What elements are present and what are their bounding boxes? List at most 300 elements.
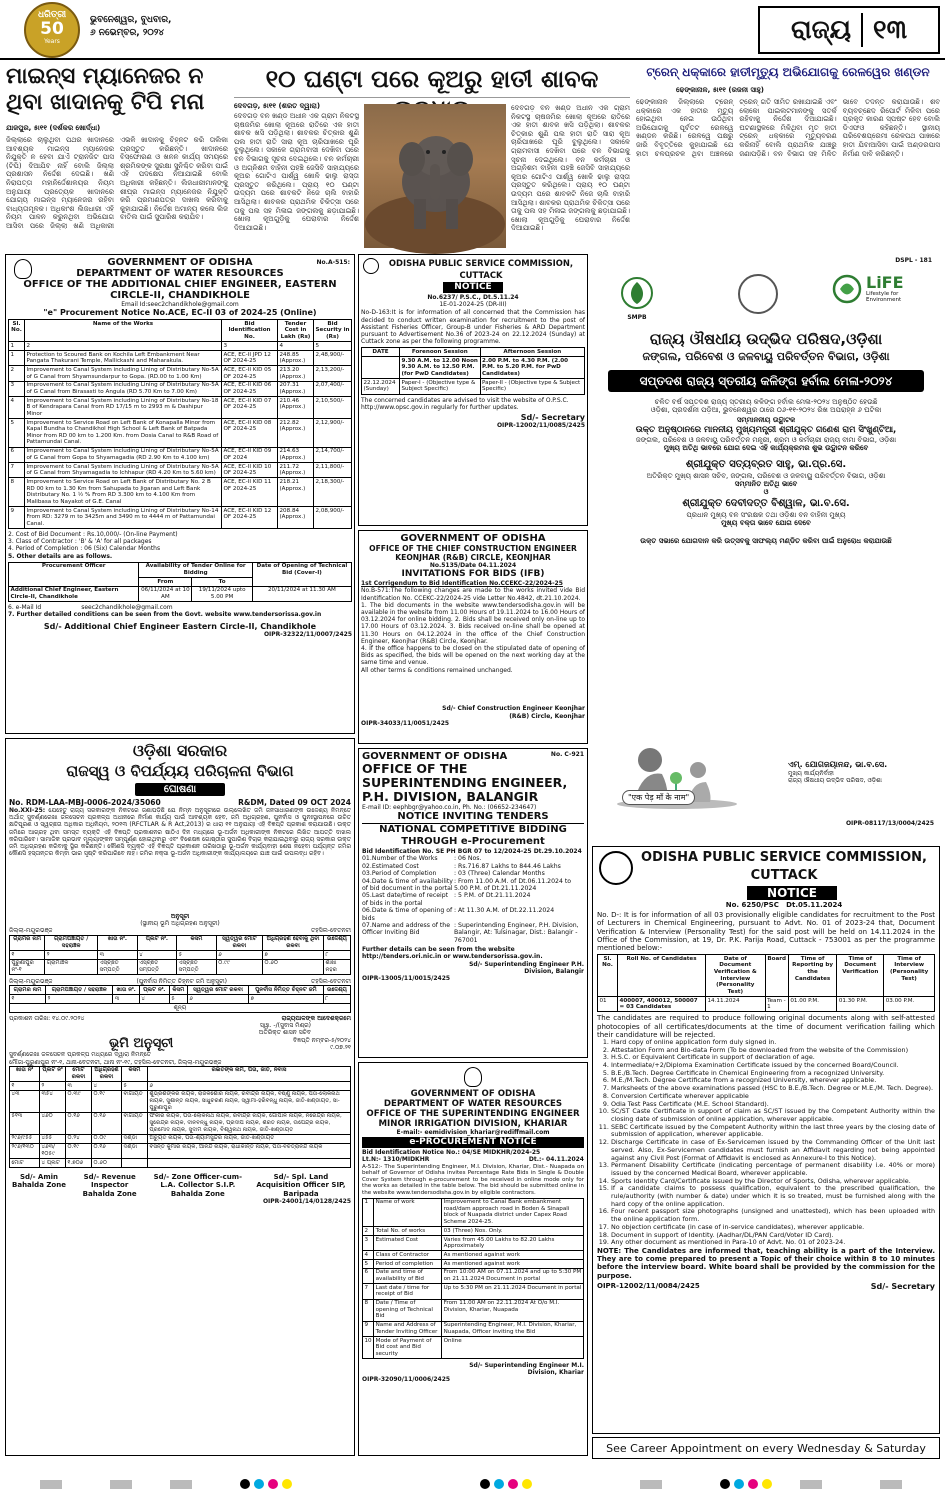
cell: 3 [9,381,25,396]
headline: ମାଇନ୍ସ ମ୍ୟାନେଜର ନ ଥିବା ଖାଦାନକୁ ଟିପି ମନା [6,64,205,115]
idx-cell: 4 [278,342,314,351]
logo-text: ଧରିତ୍ରୀ [37,10,67,20]
article-body: ଢେଙ୍କାନାଳ ଜିଲ୍ଲାରେ ଟ୍ରେନ୍ ଧକ୍କାରେ ଏକ ହାତୀର ମୃତ୍ୟୁ ହୋଇଥିବା ନେଇ ଉଠିଥିବା ଅଭିଯୋଗକୁ ପୂର୍ବତଟ ରେଳୱେ ଖଣ୍ଡନ କରିଛି। ରେଳୱେ ପକ୍ଷରୁ ଜାରି ବିବୃତ୍ତିରେ କୁହାଯାଇଛି ଯେ ହାତୀ ଚଳପ୍ରଚଳ ଥିବା ଅଞ୍ଚଳରେ ଟ୍ରେନ୍ ଗତି ସୀମିତ ରଖାଯାଇଛି ଏବଂ ଲୋକୋ ପାଇଲଟମାନଙ୍କୁ ସତର୍କ ରହିବାକୁ ନିର୍ଦ୍ଦେଶ ଦିଆଯାଇଛି। ଘଟଣାସ୍ଥଳରେ ମିଳିଥିବା ମୃତ ହାତୀ ଟ୍ରେନ୍ ଧକ୍କାରେ ମୃତ୍ୟୁବରଣ କରିନାହିଁ ବୋଲି ପ୍ରାଥମିକ ଯାଞ୍ଚରୁ ଜଣାପଡ଼ିଛି। ବନ ବିଭାଗ ସହ ମିଳିତ ଭାବେ ତଦନ୍ତ କରାଯାଉଛି। ଶବ ବ୍ୟବଚ୍ଛେଦ ରିପୋର୍ଟ ମିଳିବା ପରେ ପ୍ରକୃତ କାରଣ ସ୍ପଷ୍ଟ ହେବ ବୋଲି ଡିଏଫଓ କହିଛନ୍ତି। ସ୍ଥାନୀୟ ପରିବେଶପ୍ରେମୀ ରେଳପଥ ପାଖରେ ହାତୀ ଯିବାଆସିବା ପାଇଁ ଅଣ୍ଡରପାସ ନିର୍ମାଣ ଦାବି କରିଛନ୍ତି। [636,98,940,158]
leaf-icon [620,276,654,310]
cell: ୦.୬୦ [263,959,324,974]
cell: ACE, EC-II KID 10 OF 2024-25 [222,462,278,477]
cell: Protection to Scoured Bank on Kochila Left Embankment Near Pangata Thakurani Temple, Mallickashi and Maharakula. [25,350,222,365]
number-row [9,798,351,807]
list-item [362,892,584,907]
table-row [363,1198,584,1227]
sign: Sd/- Revenue Inspector Bahalda Zone [82,1172,137,1198]
guest1: ଶ୍ରୀଯୁକ୍ତ ସତ୍ୟବ୍ରତ ସାହୁ, ଭା.ପ୍ର.ସେ. [685,459,847,471]
th: କିସମ [177,935,217,950]
gov-title: GOVERNMENT OF ODISHA [400,533,546,544]
article-railway [636,64,940,250]
ad-keonjhar-ifb [358,530,588,744]
gray-swatch [40,1480,62,1489]
table-row [10,1112,351,1134]
body: No.B-571:The following changes are made to the works invited vide Bid Identification No. CCEKC-22/2024-25 vide Letter No.4842, dt.21.10.2024. 1. The bid documents in the website www.tendersodisha.gov.in will be available in the website from 11.00 Hours of 19.11.2024 to 16.00 Hours of 03.12.2024 for online bidding. 2. Bids shall be received only on-line up to 17.00 Hours of 03.12.2024. 3. Bids received on-line shall be opened at 11.30 Hours on 04.12.2024 in the office of the Chief Construction Engineer, Keonjhar (R&B) Circle, Keonjhar. 4. If the office happens to be closed on the stipulated date of opening of Bids as specified, the bids will be opened on the next working day at the same time and venue. All other terms & conditions remained unchanged. [361,587,585,674]
list-item: 2. Attestation Form and Bio-data Form (To be downloaded from the website of the Commission) [611,1047,935,1055]
guest1-sub: ଅତିରିକ୍ତ ମୁଖ୍ୟ ଶାସନ ସଚିବ, ଜଙ୍ଗଲ, ପରିବେଶ ଓ ଜଳବାୟୁ ପରିବର୍ତ୍ତନ ବିଭାଗ, ଓଡ଼ିଶା [646,472,886,481]
line: ଓଡ଼ିଶା, ପ୍ରଦର୍ଶନୀ ପଡ଼ିଆ, ଭୁବନେଶ୍ୱର ଠାରେ ୦୬-୧୧-୨୦୨୪ ରିଖ ଅପରାହ୍ନ ୬ ଘଟିକା [650,406,882,415]
th: ପ୍ଲଟ ନଂ [40,1066,66,1081]
item-key: 05.Last date/time of receipt of bids in the portal [362,892,449,907]
list-item [362,907,584,922]
cell: 208.84 (Approx.) [278,506,314,528]
sign-row [9,1173,351,1199]
title: ODISHA PUBLIC SERVICE COMMISSION, CUTTACK [388,258,574,280]
color-registration-bar [0,1476,945,1494]
line: ସମ୍ମାନନୀୟ ଉଦ୍ଘାଟକ [736,416,796,425]
cell: 03 (Three) Nos. Only. [442,1227,584,1236]
guest2: ଶ୍ରୀଯୁକ୍ତ ଦେବୀଦତ୍ତ ବିଶ୍ୱାଳ, ଭା.ବ.ସେ. [682,497,850,509]
cell: 3 [363,1235,374,1250]
notif-date: ୯.୦୭.୨୧ [330,1044,351,1052]
th-afternoon: Afternoon Session [480,348,584,357]
list-item: 8. Conversion Certificate wherever applicable [611,1093,935,1101]
further-line: 7. Further detailed conditions can be seen from the Govt. website www.tendersorissa.gov.in [8,611,322,619]
th: ଗ୍ରାମର ନାମ [10,986,46,995]
opsc-emblem [363,258,379,274]
table-row [9,447,352,462]
article-mines [6,64,228,250]
tree-caption: "एक पेड़ माँ के नाम" [622,790,695,805]
cell: 22.12.2024 (Sunday) [362,379,400,394]
cell: Date and time of availability of Bid [374,1268,442,1283]
item-key: 06.Date & time of opening of bids [362,907,453,922]
th: ଗ୍ରାମପଞ୍ଚାୟତ / ସହରାଞ୍ଚଳ [45,935,98,950]
sign: Sd/- Amin Bahalda Zone [12,1172,66,1190]
cell: ୦.୩୯ [66,1090,92,1112]
cell: From 11.00 AM on 22.11.2024 At O/o M.I. Division, Khariar, Nuapada [442,1299,584,1321]
cell: Paper-I - (Objective type & Subject Specific) [400,379,481,394]
signature: Sd/- Secretary [520,412,585,422]
idx: ୮ [323,950,350,959]
cell: Improvement to Canal System including Lining of Distributary No-5A of G Canal from Shyamagadia to Ichhapur (RD 4.20 Km to 5.60 km) [25,462,222,477]
district-row-2 [9,978,351,985]
ref-no: No.A-515: [316,259,350,266]
ad-herbal-fair [592,254,940,834]
cell: Improvement to Canal System including Lining of Distributary No-5A of G Canal from Gopa to Shyamagadia (RD 2.90 Km to 4.100 km) [25,447,222,462]
cell: Date / Time of opening of Technical Bid [374,1299,442,1321]
cell: 4 [9,397,25,419]
cell: Improvement to Canal System including Lining of Distributary No-5A of G Canal from Birasasti to Angula (RD 5.70 Km to 7.00 Km) [25,381,222,396]
guest2-role: ମୁଖ୍ୟ ବକ୍ତା ଭାବେ ଯୋଗ ଦେବେ [721,518,811,527]
cell: Name and Address of Tender Inviting Officer [374,1321,442,1336]
ad-opsc-notice-1 [358,254,588,526]
cell: 211.72 (Approx.) [278,462,314,477]
gov-order: ରାଜ୍ୟପାଳଙ୍କ ଆଦେଶକ୍ରମେ [281,1014,351,1022]
signature: Sd/- Superintending Engineer M.I. Division, Khariar [469,1361,584,1377]
list-item: 18. Document in support of Identity. (Aadhar/DL/PAN Card/Voter ID Card). [611,1232,935,1240]
th-bid: Bid Identification No. [222,320,278,342]
cell: 03.00 P.M. [884,996,935,1011]
cell: ୦.୧୬ [92,1112,122,1134]
cell: 1 [9,350,25,365]
item-list [362,855,584,944]
ink-dot [734,1479,744,1489]
office-title: OFFICE OF THE SUPERINTENDING ENGINEER, P.H. DIVISION, BALANGIR [362,761,568,804]
cell: 5 [363,1260,374,1269]
signer-org: ରାଜ୍ୟ ଔଷଧୀୟ ଉଦ୍ଭିଦ ପରିଷଦ, ଓଡ଼ିଶା [788,777,882,785]
th-date: DATE [362,348,400,357]
notice-title: NOTICE INVITING TENDERS [362,811,584,824]
letter-no: Lt.N:- 1310/MIDKHR [362,1156,430,1164]
cell: Improvement to Canal Bank embankment road/dam approach road in Boden & Sinapali block of Nuapada district under Capex Road Scheme 2024-25. [442,1198,584,1227]
th-officer: Procurement Officer [9,562,139,586]
cell: ACE, EC-II KID 11 OF 2024-25 [222,478,278,507]
cell: 2,18,300/- [314,478,352,507]
ad-khariar-eprocurement [358,1062,588,1456]
cell: 4 [363,1251,374,1260]
cell: 01.30 P.M. [837,996,884,1011]
notice-no: No. RDM-LAA-MBJ-0006-2024/35060 [9,798,161,807]
sd-name: ସ୍ୱା. -/(ସୁବାସ ମିଶ୍ର) [259,1021,311,1029]
cell: ACE, EC-II JPD 12 OF 2024-25 [222,350,278,365]
guest-role: ସମ୍ମାନିତ ଅତିଥି ଭାବେ [734,480,798,489]
sign: Sd/- Spl. Land Acquisition Officer SIP, Baripada [256,1172,346,1198]
condition: 2. Cost of Bid Document : Rs.10,000/- (On-line Payment) [8,530,178,538]
idx: ୬ [187,995,248,1004]
cell: ୦.୧୬ [92,1143,122,1158]
works-table [8,319,352,529]
masthead [0,0,945,60]
schedule-table-2 [9,985,351,1012]
email: E-mail:- eemidivision_khariar@rediffmail.com [396,1129,550,1136]
cell: ACE, EC-II KID 07 OF 2024-25 [222,397,278,419]
idx: ୪ [92,1082,122,1091]
mouza-line: ମୌଜା-ପୁରୁଣାପୁର ନଂ-୧, ଥାନା-ବେତନଟୀ, ଥାନା ନଂ-୧୯, ତହସିଲ-ବେତନଟୀ, ଜିଲ୍ଲା-ମୟୂରଭଞ୍ଜ [9,1058,222,1066]
cell: 6 [363,1268,374,1283]
band: e-PROCUREMENT NOTICE [362,1137,584,1148]
th: ଖାତା ନଂ [10,1066,40,1081]
cell: 10 [363,1336,374,1358]
odisha-emblem [464,1067,482,1087]
oipr-no: OIPR-32090/11/0006/2425 [362,1376,451,1384]
ink-dot [720,1479,730,1489]
cell: Superintending Engineer, M.I. Division, Khariar, Nuapada, Officer inviting the Bid [442,1321,584,1336]
schedule-table-1 [9,935,351,976]
ncb-title: NATIONAL COMPETITIVE BIDDING [379,824,567,836]
condition: 4. Period of Completion : 06 (Six) Calendar Months [8,545,161,553]
logo-years: 50 [40,19,64,39]
cell: ACE, EC-II KID 08 OF 2024-25 [222,419,278,448]
idx: ୮ [323,995,350,1004]
idx: ୨ [40,1082,66,1091]
article-body-right: ଦେବଗଡ଼ ବନ ଖଣ୍ଡ ଅଧୀନ ଏକ ଗ୍ରାମ ନିକଟସ୍ଥ ଚାଷଜମିର ଖୋଲା କୂଅରେ ରାତିରେ ଏକ ହାତୀ ଶାବକ ଖସି ପଡ଼ିଥିଲା। ଶାବକର ଚିତ୍କାର ଶୁଣି ପଲ ହାତୀ ରାତି ସାରା କୂଅ ଚାରିପାଖରେ ଘୂରି ବୁଲୁଥିଲେ। ସକାଳେ ଗ୍ରାମବାସୀ ଦେଖିବା ପରେ ବନ ବିଭାଗକୁ ସୂଚନା ଦେଇଥିଲେ। ବନ କର୍ମଚାରୀ ଓ ଅଗ୍ନିଶମ ବାହିନୀ ପହଞ୍ଚି ଜେସିବି ସାହାଯ୍ୟରେ କୂଅର ଗୋଟିଏ ପାର୍ଶ୍ୱ ଖୋଳି ଢାଲୁ ରାସ୍ତା ପ୍ରସ୍ତୁତ କରିଥିଲେ। ପ୍ରାୟ ୧୦ ଘଣ୍ଟା ଉଦ୍ୟମ ପରେ ଶାବକଟି ନିଜେ ଚାଲି ବାହାରି ଆସିଥିଲା। ଶାବକର ପ୍ରାଥମିକ ଚିକିତ୍ସା ପରେ ତାକୁ ପଲ ସହ ମିଳାଇ ଜଙ୍ଗଲକୁ ଛଡ଼ାଯାଇଛି। ଖୋଲା କୂଅଗୁଡ଼ିକୁ ଘେରାବାର ନିର୍ଦ୍ଦେଶ ଦିଆଯାଇଛି। [511,104,630,233]
sub-line: ସୁବର୍ଣ୍ଣରେଖା ଜଳସେଚନ ପ୍ରକଳ୍ପ ମଧ୍ୟରେ ଦ୍ୱାରା ନିମନ୍ତେ [9,1051,151,1059]
condition: 3. Class of Contractor : 'B' & 'A' for all packages [8,538,152,546]
th-from: From [139,578,192,587]
cell [148,1158,351,1167]
cell: 218.21 (Approx.) [278,478,314,507]
item-value: : At 11.30 A.M. of Dt.22.11.2024 [454,907,555,915]
th: Roll No. of Candidates [618,955,706,997]
smpb-logo [620,276,654,321]
life-label: LiFE [866,272,904,292]
th-name: Name of the Works [25,320,222,342]
section-title: ରାଜ୍ୟ [790,14,852,45]
ad-balangir-nit [358,748,588,1058]
cell: Period of completion [374,1260,442,1269]
title: ODISHA PUBLIC SERVICE COMMISSION, CUTTACK [641,850,927,883]
ink-dot [240,1479,250,1489]
list-item: 17. No objection certificate (in case of in-service candidates), wherever applicable. [611,1224,935,1232]
oipr-no: OIPR-12002/11/0085/2425 [496,421,585,429]
table-row [9,397,352,419]
th: କିସମ [169,986,187,995]
oipr-no: OIPR-13005/11/0015/2425 [362,975,451,983]
idx: ୧ [10,995,46,1004]
list-item [362,878,584,893]
notif-no: ବିଜ୍ଞପ୍ତି ନମ୍ବର-୫/୨୦୨୪ [293,1036,351,1044]
dateline: ଭୁବନେଶ୍ୱର, ବୁଧବାର, ୬ ନଭେମ୍ବର, ୨୦୨୪ [90,15,172,38]
article-body: ଜିଲ୍ଲାରେ ଚାଲୁଥିବା ପଥର ଖାଦାନରେ ଆବଶ୍ୟକ ମାଇନ୍ସ ମ୍ୟାନେଜର ନିଯୁକ୍ତି ନ ହେବା ଯାଏଁ ଟ୍ରାନଜିଟ ପାସ (ଟିପି) ଦିଆଯିବ ନାହିଁ ବୋଲି ଜିଲ୍ଲା ପ୍ରଶାସନ ନିର୍ଦ୍ଦେଶ ଦେଇଛି। ଖଣି ନିରାପତ୍ତା ମହାନିର୍ଦ୍ଦେଶାଳୟର ନିୟମ ଅନୁଯାୟୀ ପ୍ରତ୍ୟେକ ଖାଦାନରେ ଯୋଗ୍ୟ ମାଇନ୍ସ ମ୍ୟାନେଜର ରହିବା ବାଧ୍ୟତାମୂଳକ। ଅଧିକାଂଶ ଲିଜଧାରୀ ଏହି ନିୟମ ପାଳନ କରୁନଥିବା ଅଭିଯୋଗ ଆସିବା ପରେ ଜିଲ୍ଲା ଖଣି ଅଧିକାରୀ ଏଭଳି ଖାଦାନକୁ ଚିହ୍ନଟ କରି ତାଲିକା ପ୍ରସ୍ତୁତ କରିଛନ୍ତି। ଖାଦାନରେ ବିସ୍ଫୋରଣ ଓ ଖନନ କାର୍ଯ୍ୟ ସମୟରେ ଶ୍ରମିକଙ୍କ ସୁରକ୍ଷା ସୁନିଶ୍ଚିତ କରିବା ପାଇଁ ଏହି ପଦକ୍ଷେପ ନିଆଯାଇଛି ବୋଲି ଅଧିକାରୀ କହିଛନ୍ତି। ଲିଜଧାରୀମାନଙ୍କୁ ଶୀଘ୍ର ମାଇନ୍ସ ମ୍ୟାନେଜର ନିଯୁକ୍ତି କରି ପ୍ରମାଣପତ୍ର ଦାଖଲ କରିବାକୁ କୁହାଯାଇଛି। ନିର୍ଦ୍ଦେଶ ଅମାନ୍ୟ କଲେ ଲିଜ ବାତିଲ ପାଇଁ ସୁପାରିଶ କରାଯିବ। [6,136,228,230]
cell: 9.30 A.M. to 12.00 Noon 9.30 A.M. to 12.50 P.M. (for PwD Candidates) [400,357,481,379]
oipr-no: OIPR-24001/14/0128/2425 [262,1198,351,1206]
idx: ୪ [137,950,177,959]
notice-band: NOTICE [747,886,837,900]
cell: ACE, EC-II KID 05 OF 2024-25 [222,366,278,381]
ink-dot [494,1479,504,1489]
caption: (ପୁନର୍ବାସ ନିମିତ୍ତ ଚିହ୍ନଟ ଜମି ଅନୁସୂଚୀ) [136,978,227,986]
ifb-title: INVITATIONS FOR BIDS (IFB) [401,569,545,580]
life-logo [832,274,926,304]
signature: Sd/- Additional Chief Engineer Eastern Circle-II, Chandikhole [43,621,317,631]
letter-row [362,1156,584,1163]
conditions [8,531,352,560]
district-row [9,927,351,934]
idx: ୭ [263,950,324,959]
gov-title: ଓଡ଼ିଶା ସରକାର [132,741,228,760]
gov-title: GOVERNMENT OF ODISHA [362,751,508,762]
idx: ୧ [10,1082,40,1091]
cell: ଫକୀର ନାୟକ, ପିତା-ଲୋକନାଥ ନାୟକ, ରବୀନ୍ଦ୍ର ନାୟକ, ଗୋପାଳ ନାୟକ, ନରେନ୍ଦ୍ର ନାୟକ, ସୁରେନ୍ଦ୍ର ନାୟକ, ଦୀନବନ୍ଧୁ ନାୟକ, ପ୍ରଦୀପ ନାୟକ, ଶରତ ନାୟକ, ଉପେନ୍ଦ୍ର ନାୟକ, ପ୍ରମୋଦ ନାୟକ, ସୁଦାମ ନାୟକ, ବିଶ୍ୱନାଥ ନାୟକ, ଜାତି-ଖଣ୍ଡାୟତ [148,1112,351,1134]
cell: ୪୬୦ [40,1112,66,1134]
headline: ୧୦ ଘଣ୍ଟା ପରେ କୂଅରୁ ହାତୀ ଶାବକ [234,64,630,98]
th: ଅଧିଗ୍ରହଣ ରକବା [92,1066,122,1081]
dept-title: ଜଙ୍ଗଲ, ପରିବେଶ ଓ ଜଳବାୟୁ ପରିବର୍ତ୍ତନ ବିଭାଗ, ଓଡ଼ିଶା [642,350,890,363]
th: Board [765,955,788,997]
footer: The concerned candidates are advised to visit the website of O.P.S.C. http://www.opsc.gov.in regularly for further updates. [361,396,569,411]
cell: 5 [9,419,25,448]
idx: ୩ [113,995,139,1004]
cell [122,1158,148,1167]
table-row [10,1143,351,1158]
line: ଉକ୍ତ ଅନୁଷ୍ଠାନରେ ମାନନୀୟ ମୁଖ୍ୟମନ୍ତ୍ରୀ ଶ୍ରୀଯୁକ୍ତ ଗଣେଶ ରାମ ସିଂଖୁଣ୍ଟିଆ, [635,424,897,435]
cell: Class of Contractor [374,1251,442,1260]
dated: R&DM, Dated 09 OCT 2024 [238,798,351,807]
gray-swatch [800,1480,822,1489]
th: ସ୍ୱତ୍ୱର ମୋଟ ରକବା [187,986,248,995]
gray-swatch [110,1480,132,1489]
details-table [362,1198,584,1359]
list-item [362,922,584,944]
item-value: : Rs.716.87 Lakhs to 844.46 Lakhs [454,862,561,870]
table-row [9,419,352,448]
district: ଜିଲ୍ଲା-ମୟୂରଭଞ୍ଜ [9,927,53,935]
office-title: OFFICE OF THE ADDITIONAL CHIEF ENGINEER, EASTERN CIRCLE-II, CHANDIKHOLE [23,279,337,301]
table-row [9,462,352,477]
th: ଉଦ୍ଦେଶ୍ୟ [323,935,350,950]
th: Date of Document Verification & Interview (Personality Test) [706,955,766,997]
table-row [9,478,352,507]
cell: ୪ ପ୍ଲଟ [40,1158,66,1167]
dateline: ଯାଜପୁର, ୫ା୧୧ (ଦର୍ଶକର ଖୋର୍ଦ୍ଧା) [6,124,101,132]
ink-dot [254,1479,264,1489]
cell: Improvement to Canal System including Lining of Distributary No-18 B of Kendrapara Canal from RD 17/15 m to 2993 m & Dashipur Minor [25,397,222,419]
district: ଜିଲ୍ଲା-ମୟୂରଭଞ୍ଜ [9,978,53,986]
band: ଘୋଷଣା [135,783,225,796]
idx-cell: 1 [9,342,25,351]
smpb-label: SMPB [627,314,647,321]
cell: ACE, EC-II KID 09 OF 2024 [222,447,278,462]
cell: 2,11,800/- [314,462,352,477]
th: ପ୍ଲଟ ନଂ. [137,935,177,950]
tahasil: ତହସିଲ-ବେତନଟୀ [310,978,351,986]
th: ରଇତଙ୍କ ନାମ, ପିତା, ଜାତି, ନିବାସ [148,1066,351,1081]
cell: ୦.୦୯ [92,1134,122,1143]
th: ଗ୍ରାମପଞ୍ଚାୟତ / ସହରାଞ୍ଚଳ [46,986,113,995]
th: ଖାତା ନଂ. [113,986,139,995]
cell: 06/11/2024 at 10 AM [139,586,192,601]
cell: ବସନ୍ତ କୁମାର ନାୟକ, ଆନନ୍ଦ ନାୟକ, ରାଧାକାନ୍ତ ନାୟକ, ପିତା-ବିଚିତ୍ରାନନ୍ଦ ନାୟକ [148,1143,351,1158]
idx-cell: 5 [314,342,352,351]
tahasil: ତହସିଲ-ବେତନଟୀ [310,927,351,935]
article-elephant [234,64,630,250]
idx: ୪ [139,995,169,1004]
elephant-photo [364,104,506,248]
dspl-code: DSPL - 181 [895,257,932,264]
signer-role: ମୁଖ୍ୟ କାର୍ଯ୍ୟନିର୍ବାହୀ [788,770,834,777]
gray-swatch [170,1480,192,1489]
cell: ୨୯୬/୯୫୫ [10,1134,40,1143]
cell: 01 [598,996,618,1011]
cell: ଅଚ୍ୟୁତ ନାୟକ, ପିତା-ଶ୍ୟାମସୁନ୍ଦର ନାୟକ, ଜାତି-ଖଣ୍ଡାୟତ [148,1134,351,1143]
cell: Estimated Cost [374,1235,442,1250]
list-item [362,863,584,870]
list-item: 19. Any other document as mentioned in Para-10 of Advt. No. 01 of 2023-24. [611,1239,935,1247]
document-list [597,1039,935,1247]
idx: ୩ [66,1082,92,1091]
dept-title: DEPARTMENT OF WATER RESOURCES [76,268,284,279]
email-line: 6. e-Mail Id seec2chandikhole@gmail.com [8,604,173,612]
cell: Last date / time for receipt of Bid [374,1284,442,1299]
table-row [9,366,352,381]
list-item: 5. B.E./B.Tech. Degree Certificate in Chemical Engineering from a recognized University. [611,1070,935,1078]
th: ଉଦ୍ଦେଶ୍ୟ [323,986,350,995]
line: ଚଳିତ ବର୍ଷ ସପ୍ତଦଶ ରାଜ୍ୟ ସ୍ତରୀୟ କଳିଙ୍ଗ ହର୍ବାଲ ମେଳା-୨୦୨୪ ଅନୁଷ୍ଠିତ ହେଉଛି [654,398,878,406]
cell: As mentioned against work [442,1251,584,1260]
cell: ୩୫୪ [40,1090,66,1112]
body: A-512:- The Superintending Engineer, M.I. Division, Khariar, Dist.- Nuapada on behalf of Governor of Odisha invites Percentage Rate Bids in Single & Double Cover System through e-procurement to be received in online mode only for the works as detailed in the table below. The bid should be submitted online in the website www.tendersodisha.gov.in by eligible contractors. [362,1163,584,1196]
cell: 7 [9,462,25,477]
pub-date: ପ୍ରକାଶନ ତାରିଖ: ୧୪.୦୯.୨୦୨୪ [9,1014,85,1022]
article-body-left: ଦେବଗଡ଼ ବନ ଖଣ୍ଡ ଅଧୀନ ଏକ ଗ୍ରାମ ନିକଟସ୍ଥ ଚାଷଜମିର ଖୋଲା କୂଅରେ ରାତିରେ ଏକ ହାତୀ ଶାବକ ଖସି ପଡ଼ିଥିଲା। ଶାବକର ଚିତ୍କାର ଶୁଣି ପଲ ହାତୀ ରାତି ସାରା କୂଅ ଚାରିପାଖରେ ଘୂରି ବୁଲୁଥିଲେ। ସକାଳେ ଗ୍ରାମବାସୀ ଦେଖିବା ପରେ ବନ ବିଭାଗକୁ ସୂଚନା ଦେଇଥିଲେ। ବନ କର୍ମଚାରୀ ଓ ଅଗ୍ନିଶମ ବାହିନୀ ପହଞ୍ଚି ଜେସିବି ସାହାଯ୍ୟରେ କୂଅର ଗୋଟିଏ ପାର୍ଶ୍ୱ ଖୋଳି ଢାଲୁ ରାସ୍ତା ପ୍ରସ୍ତୁତ କରିଥିଲେ। ପ୍ରାୟ ୧୦ ଘଣ୍ଟା ଉଦ୍ୟମ ପରେ ଶାବକଟି ନିଜେ ଚାଲି ବାହାରି ଆସିଥିଲା। ଶାବକର ପ୍ରାଥମିକ ଚିକିତ୍ସା ପରେ ତାକୁ ପଲ ସହ ମିଳାଇ ଜଙ୍ଗଲକୁ ଛଡ଼ାଯାଇଛି। ଖୋଲା କୂଅଗୁଡ଼ିକୁ ଘେରାବାର ନିର୍ଦ୍ଦେଶ ଦିଆଯାଇଛି। [234,112,359,232]
th-to: To [192,578,253,587]
note: NOTE: The Candidates are informed that, teaching ability is a part of the Interview. They are to come prepared to present a Topic of their choice within 8 to 10 minutes before the interview board. White board shall be provided by the commission for the purpose. [597,1246,935,1280]
cell: ଏସ୍‌ଚ୍ଛିତ ସମ୍ପତ୍ତି [98,959,138,974]
cell: ୦.୧୯ [66,1143,92,1158]
item-value: : Superintending Engineer, P.H. Division, Balangir, At: Tulsinagar, Dist.: Balangir - 767001 [454,922,579,944]
list-item: 14. Sports Identity Card/Certificate issued by the Director of Sports, Odisha, wherever applicable. [611,1178,935,1186]
list-item: 9. Odia Test Pass Certificate (M.E. School Standard). [611,1101,935,1109]
office-title: OFFICE OF THE SUPERINTENDING ENGINEER MINOR IRRIGATION DIVISION, KHARIAR [366,1109,580,1129]
table-row [363,1260,584,1269]
cell: Additional Chief Engineer, Eastern Circle-II, Chandikhole [9,586,139,601]
ink-dot [268,1479,278,1489]
cell: ୦.୨୪ [66,1134,92,1143]
notice-no: No.6237/ P.S.C., Dt.5.11.24 [427,294,519,301]
cell: ACE, EC-II KID 12 OF 2024-25 [222,506,278,528]
ad-revenue-notification [5,738,355,1456]
item-key: 07.Name and address of the Officer Inviting Bid [362,922,451,937]
list-item [362,855,584,862]
cell: 9 [9,506,25,528]
table-row [363,1321,584,1336]
gov-title: GOVERNMENT OF ODISHA [107,257,253,268]
ink-dot [480,1479,490,1489]
idx: ୨ [45,950,98,959]
dept-title: DEPARTMENT OF WATER RESOURCES [383,1099,563,1109]
item-value: : 06 Nos. [454,855,482,863]
cell: Total No. of works [374,1227,442,1236]
dharitri-logo [24,2,80,58]
th: Time of Document Verification [837,955,884,997]
cell: 2 [363,1227,374,1236]
cell: ଏସ୍‌ଚ୍ଛିତ ସମ୍ପତ୍ତି [137,959,177,974]
odisha-emblem [14,259,32,279]
email: E-mail ID: eephbgr@yahoo.co.in, Ph. No.: (06652-234647) [362,804,537,811]
list-item: 1. Hard copy of online application form duly signed in. [611,1039,935,1047]
career-strip [592,1437,940,1459]
list-item: 16. Four recent passport size photographs (unsigned and unattested), which has been uploaded with the online application form. [611,1208,935,1223]
list-item: 11. SEBC Certificate issued by the Competent Authority within the last three years by the closing date of submission of application, wherever applicable. [611,1124,935,1139]
list-item: 3. H.S.C. or Equivalent Certificate in support of declaration of age. [611,1054,935,1062]
banner: ସପ୍ତଦଶ ରାଜ୍ୟ ସ୍ତରୀୟ କଳିଙ୍ଗ ହର୍ବାଲ ମେଳା-୨୦୨୪ [608,370,924,392]
cell: ଦଣ୍ଡା [122,1134,148,1143]
item-value: : 03 (Three) Calendar Months [454,870,545,878]
idx-cell: 3 [222,342,278,351]
list-item: 4. Intermediate/+2/Diploma Examination Certificate issued by the concerned Board/Council. [611,1062,935,1070]
cell: ୫୧୩ [10,1112,40,1134]
ref-no: No. C-921 [550,751,584,758]
headline: ଟ୍ରେନ୍ ଧକ୍କାରେ ହାତୀମୃତ୍ୟୁ ଅଭିଯୋଗକୁ ରେଳୱେର ଖଣ୍ଡନ [646,65,930,79]
cell: 1 [363,1198,374,1227]
table-row [363,1251,584,1260]
signature: Sd/- Chief Construction Engineer Keonjhar (R&B) Circle, Keonjhar [442,705,585,720]
availability-table [8,562,352,603]
dept-title: ରାଜସ୍ୱ ଓ ବିପର୍ଯ୍ୟୟ ପରିଚାଳନା ବିଭାଗ [66,762,294,780]
notice-no: No.5135/Date 04.11.2024 [429,562,517,569]
xxi: No.XXI-25: [9,807,46,814]
idx: ୨ [46,995,113,1004]
cell: 2.00 P.M. to 4.30 P.M. (2.00 P.M. to 5.20 P.M. for PwD Candidates) [480,357,584,379]
line: ମୁଖ୍ୟ ଅତିଥି ଭାବରେ ଯୋଗ ଦେଇ ଏହି କାର୍ଯ୍ୟକ୍ରମର ଶୁଭ ଉଦ୍ଘାଟନ କରିବେ [663,443,869,452]
cell: ମୋଟ [10,1158,40,1167]
list-item: 6. M.E./M.Tech. Degree Certificate from a recognized University, wherever applicable. [611,1077,935,1085]
cell: ACE, EC-II KID 06 OF 2024-25 [222,381,278,396]
body: No. D-: It is for information of all 03 provisionally eligible candidates for recruitment to the Post of Lecturers in Chemical Engineering, pursuant to Advt. No. 01 of 2023-24 that, Document Verification & Interview (Personality Test) for the said post will be held on 14.11.2024 in the Office of the Commission, at 19, Dr. P.K. Parija Road, Cuttack - 753001 as per the programme mentioned below:- [597,911,935,953]
cell: 213.20 (Approx.) [278,366,314,381]
cell: 2,12,900/- [314,419,352,448]
cell: Improvement to Canal System including Lining of Distributary No-5A of G Canal from Shyamsundarpur to Gopa. (RD.00 to 1.00 Km) [25,366,222,381]
cell: Online [442,1336,584,1358]
corrigendum: 1st Corrigendum to Bid Identification No.CCEKC-22/2024-25 [361,580,563,588]
table-row [363,1299,584,1321]
bid-id: Bid Identification No. SE PH BGR 07 to 12/2024-25 Dt.29.10.2024 [362,848,582,856]
